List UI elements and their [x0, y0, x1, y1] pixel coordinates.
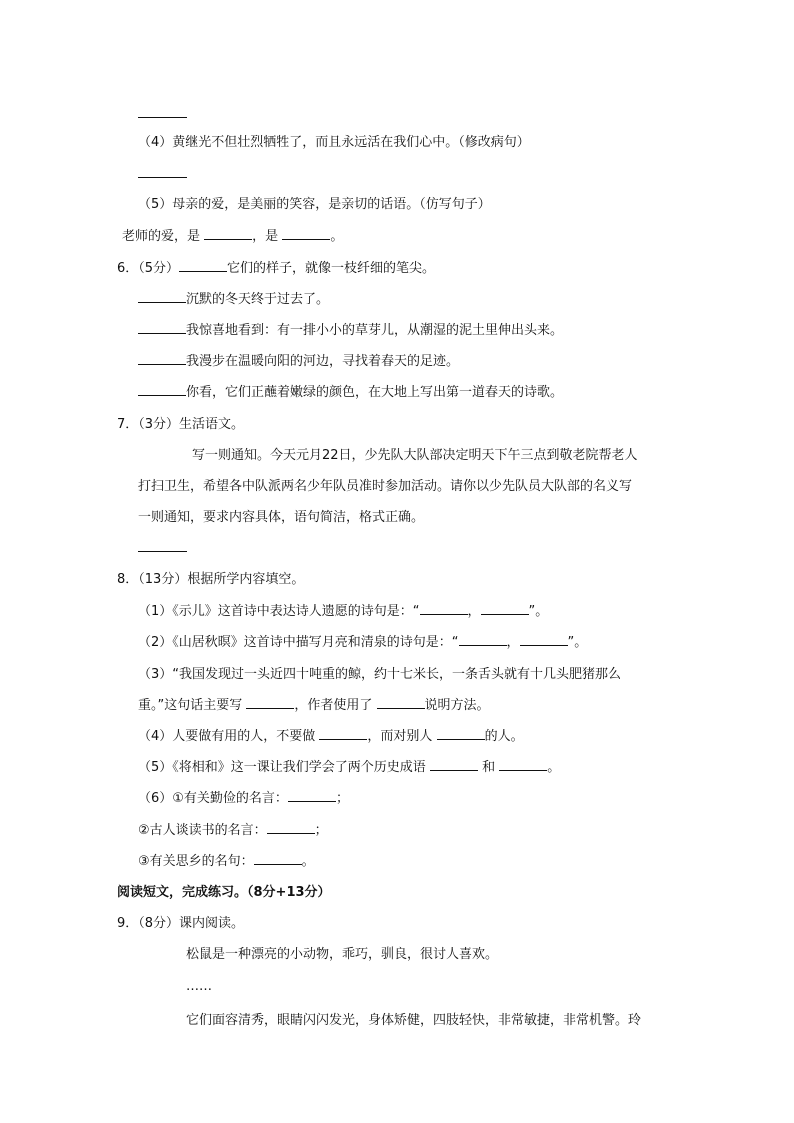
q8-item5 [138, 759, 560, 777]
answer-blank-q8-3a[interactable] [246, 697, 294, 709]
answer-blank-q8-1a[interactable] [420, 603, 468, 615]
answer-blank-q6-3[interactable] [138, 353, 186, 365]
q6-head [117, 260, 435, 278]
q8-item1 [138, 603, 548, 621]
q8-item6a [138, 790, 349, 808]
q8-item5-text-a: （5）《将相和》这一课让我们学会了两个历史成语 [138, 760, 426, 775]
q8-item6b [138, 822, 328, 840]
q7-body-2: 打扫卫生，希望各中队派两名少年队员准时参加活动。请你以少先队员大队部的名义写 [138, 479, 633, 494]
answer-blank-q5-4[interactable] [138, 166, 187, 184]
answer-blank-q6-0[interactable] [179, 260, 227, 272]
answer-blank-q8-6c[interactable] [254, 853, 302, 865]
q8-head: 8．（13分）根据所学内容填空。 [117, 572, 305, 587]
q7-body-3: 一则通知，要求内容具体，语句简洁，格式正确。 [138, 510, 425, 525]
q6-row-3 [138, 353, 459, 371]
q8-item3-text-b: ，作者使用了 [294, 698, 373, 713]
q5-item5-text-c: 。 [330, 229, 344, 244]
answer-blank-q8-5b[interactable] [499, 759, 547, 771]
q8-item4-text-a: （4）人要做有用的人，不要做 [138, 729, 316, 744]
q8-item6b-end: ； [314, 823, 328, 838]
q9-passage-p2: 它们面容清秀，眼睛闪闪发光，身体矫健，四肢轻快，非常敏捷，非常机警。玲 [186, 1013, 642, 1028]
q8-item5-text-c: 。 [547, 760, 561, 775]
q8-item3-line2 [138, 697, 490, 715]
q6-line-4: 你看，它们正蘸着嫩绿的颜色，在大地上写出第一道春天的诗歌。 [186, 385, 564, 400]
answer-blank-q6-4[interactable] [138, 384, 186, 396]
q8-item1-text-a: （1）《示儿》这首诗中表达诗人遗愿的诗句是：“ [138, 604, 420, 619]
answer-blank-q7[interactable] [138, 540, 187, 558]
q8-item2 [138, 634, 587, 652]
q8-item6c-text: ③有关思乡的名句： [138, 854, 254, 869]
answer-blank-q8-1b[interactable] [481, 603, 529, 615]
q8-item1-text-b: ， [467, 604, 481, 619]
q5-item5-text-a: 老师的爱，是 [122, 229, 201, 244]
section-heading: 阅读短文，完成练习。（8分+13分） [117, 885, 331, 900]
q8-item3-text-c: 说明方法。 [424, 698, 490, 713]
q6-row-2 [138, 322, 563, 340]
q8-item2-text-a: （2）《山居秋暝》这首诗中描写月亮和清泉的诗句是：“ [138, 635, 459, 650]
answer-blank-q8-2b[interactable] [520, 634, 568, 646]
q5-item5-text-b: ，是 [252, 229, 279, 244]
q8-item6c-end: 。 [301, 854, 315, 869]
answer-blank-q8-6a[interactable] [288, 790, 336, 802]
q6-line-3: 我漫步在温暖向阳的河边，寻找着春天的足迹。 [186, 354, 460, 369]
answer-blank-q8-2a[interactable] [459, 634, 507, 646]
q8-item3-line1: （3）“我国发现过一头近四十吨重的鲸，约十七米长，一条舌头就有十几头肥猪那么 [138, 667, 622, 682]
q8-item6b-text: ②古人谈读书的名言： [138, 823, 267, 838]
q5-item5-imitation [122, 228, 343, 246]
answer-blank-q8-6b[interactable] [267, 822, 315, 834]
answer-blank-q8-4a[interactable] [319, 728, 367, 740]
q9-passage-p1: 松鼠是一种漂亮的小动物，乖巧，驯良，很讨人喜欢。 [186, 947, 499, 962]
q8-item4 [138, 728, 524, 746]
q8-item4-text-b: ，而对别人 [367, 729, 433, 744]
q6-row-4 [138, 384, 563, 402]
answer-blank-q5-5b[interactable] [282, 228, 330, 240]
q8-item6a-end: ； [335, 791, 349, 806]
q6-line-0: 它们的样子，就像一枝纤细的笔尖。 [227, 261, 436, 276]
q8-item2-text-c: ”。 [567, 635, 588, 650]
q9-head: 9．（8分）课内阅读。 [117, 916, 245, 931]
answer-blank-q8-3b[interactable] [377, 697, 425, 709]
q6-number: 6．（5分） [117, 261, 180, 276]
answer-blank-q5-5a[interactable] [204, 228, 252, 240]
answer-blank-q6-2[interactable] [138, 322, 186, 334]
q8-item1-text-c: ”。 [528, 604, 549, 619]
answer-blank-q8-4b[interactable] [437, 728, 485, 740]
q6-row-1 [138, 291, 329, 309]
q8-item5-text-b: 和 [482, 760, 496, 775]
q8-item2-text-b: ， [506, 635, 520, 650]
q7-body-1: 写一则通知。今天元月22日，少先队大队部决定明天下午三点到敬老院帮老人 [192, 448, 638, 463]
q5-item5: （5）母亲的爱，是美丽的笑容，是亲切的话语。（仿写句子） [138, 197, 491, 212]
q8-item6c [138, 853, 315, 871]
q9-passage-ellipsis: …… [186, 979, 212, 994]
q8-item6a-text: （6）①有关勤俭的名言： [138, 791, 288, 806]
q7-head: 7．（3分）生活语文。 [117, 417, 245, 432]
answer-blank-q5-3[interactable] [138, 106, 187, 124]
q6-line-2: 我惊喜地看到：有一排小小的草芽儿，从潮湿的泥土里伸出头来。 [186, 323, 564, 338]
answer-blank-q6-1[interactable] [138, 291, 186, 303]
q8-item4-text-c: 的人。 [484, 729, 524, 744]
answer-blank-q8-5a[interactable] [430, 759, 478, 771]
q5-item4: （4）黄继光不但壮烈牺牲了，而且永远活在我们心中。（修改病句） [138, 135, 530, 150]
q6-line-1: 沉默的冬天终于过去了。 [186, 292, 330, 307]
q8-item3-text-a: 重。”这句话主要写 [138, 698, 243, 713]
